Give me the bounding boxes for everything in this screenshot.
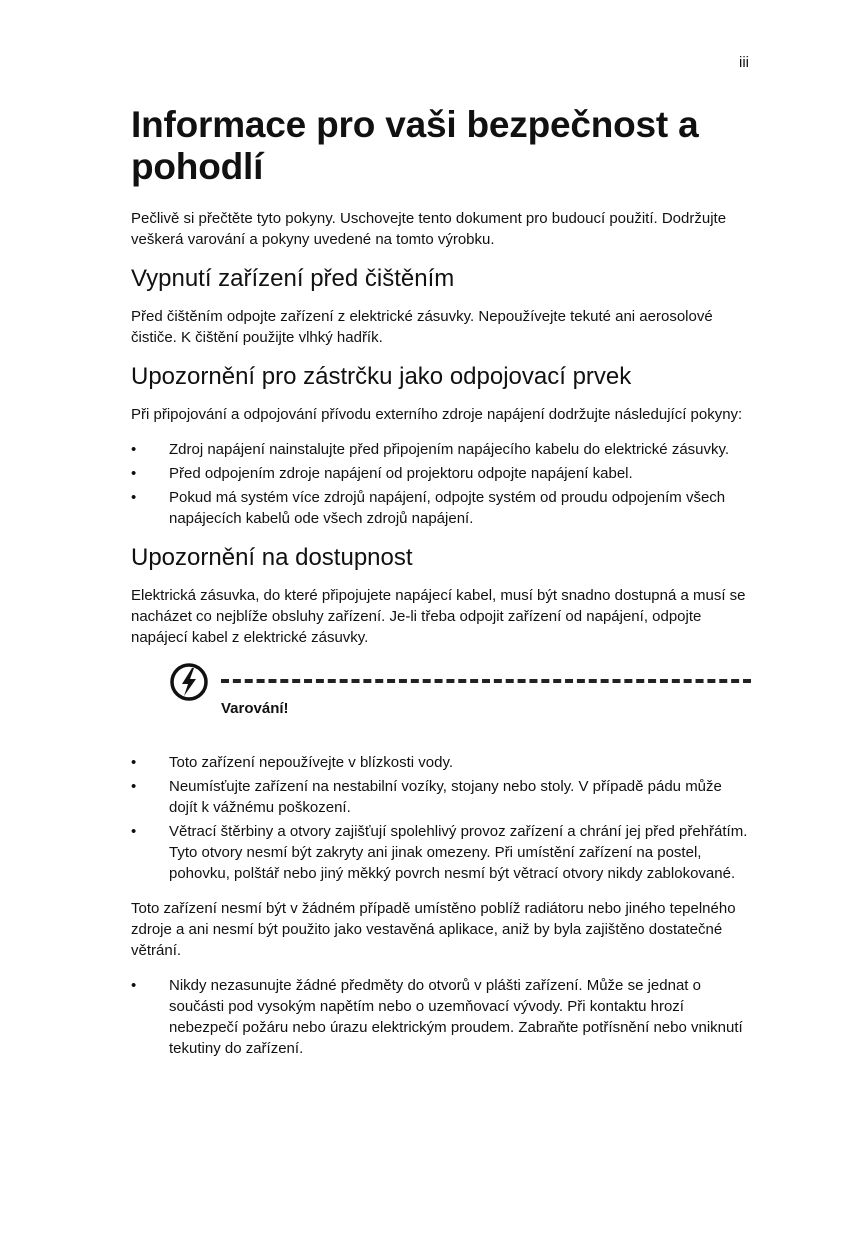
list-item: • Neumísťujte zařízení na nestabilní vozíky, stojany nebo stoly. V případě pádu může dojít k vážnému poškození.: [131, 778, 722, 816]
intro-paragraph: Pečlivě si přečtěte tyto pokyny. Uschovejte tento dokument pro budoucí použití. Dodržujte veškerá varování a pokyny uvedené na tomto výrobku.: [131, 210, 727, 248]
section-heading-accessibility: Upozornění na dostupnost: [131, 544, 413, 571]
plug-bullet-list: [131, 439, 751, 529]
warning-divider: [221, 679, 751, 683]
document-body: [131, 104, 751, 1073]
list-item: • Nikdy nezasunujte žádné předměty do otvorů v plášti zařízení. Může se jednat o součásti pod vysokým napětím nebo o uzemňovací vývody. Při kontaktu hrozí nebezpečí požáru nebo úrazu elektrickým proudem. Zabraňte potřísnění nebo vniknutí tekutiny do zařízení.: [131, 977, 743, 1057]
bullet-icon: •: [131, 823, 137, 840]
bullet-icon: •: [131, 778, 137, 795]
bullet-icon: •: [131, 441, 137, 458]
page-number: iii: [739, 54, 749, 71]
section-heading-cleaning: Vypnutí zařízení před čištěním: [131, 265, 455, 292]
warning-title: Varování!: [221, 700, 289, 717]
section-text-accessibility: Elektrická zásuvka, do které připojujete napájecí kabel, musí být snadno dostupná a musí se nacházet co nejblíže obsluhy zařízení. Je-li třeba odpojit zařízení od napájení, odpojte napájecí kabel z elektrické zásuvky.: [131, 587, 746, 646]
section-heading-plug: Upozornění pro zástrčku jako odpojovací prvek: [131, 363, 632, 390]
ventilation-paragraph: Toto zařízení nesmí být v žádném případě umístěno poblíž radiátoru nebo jiného tepelného zdroje a ani nesmí být použito jako vestavěná aplikace, aniž by byla zajištěno dostatečné větrání.: [131, 900, 736, 959]
warning-bullet-list: [131, 752, 751, 884]
list-item: • Větrací štěrbiny a otvory zajišťují spolehlivý provoz zařízení a chrání jej před přehřátím. Tyto otvory nesmí být zakryty ani jinak omezeny. Při umístění zařízení na postel, pohovku, polštář nebo jiný měkký povrch nesmí být větrací otvory nikdy zablokované.: [131, 823, 748, 882]
list-item: • Toto zařízení nepoužívejte v blízkosti vody.: [131, 754, 454, 771]
bullet-icon: •: [131, 489, 137, 506]
list-item: • Pokud má systém více zdrojů napájení, odpojte systém od proudu odpojením všech napájecích kabelů ode všech zdrojů napájení.: [131, 489, 726, 527]
bullet-icon: •: [131, 977, 137, 994]
list-item: • Před odpojením zdroje napájení od projektoru odpojte napájení kabel.: [131, 465, 633, 482]
bullet-icon: •: [131, 465, 137, 482]
section-text-cleaning: Před čištěním odpojte zařízení z elektrické zásuvky. Nepoužívejte tekuté ani aerosolové čističe. K čištění použijte vlhký hadřík.: [131, 308, 713, 346]
section-text-plug: Při připojování a odpojování přívodu externího zdroje napájení dodržujte následující pokyny:: [131, 406, 743, 423]
list-item: • Zdroj napájení nainstalujte před připojením napájecího kabelu do elektrické zásuvky.: [131, 441, 730, 458]
page-title: Informace pro vaši bezpečnost a pohodlí: [131, 104, 699, 187]
bullet-icon: •: [131, 754, 137, 771]
warning-box: [169, 662, 751, 722]
final-bullet-list: [131, 975, 751, 1059]
warning-lightning-icon: [169, 662, 209, 702]
